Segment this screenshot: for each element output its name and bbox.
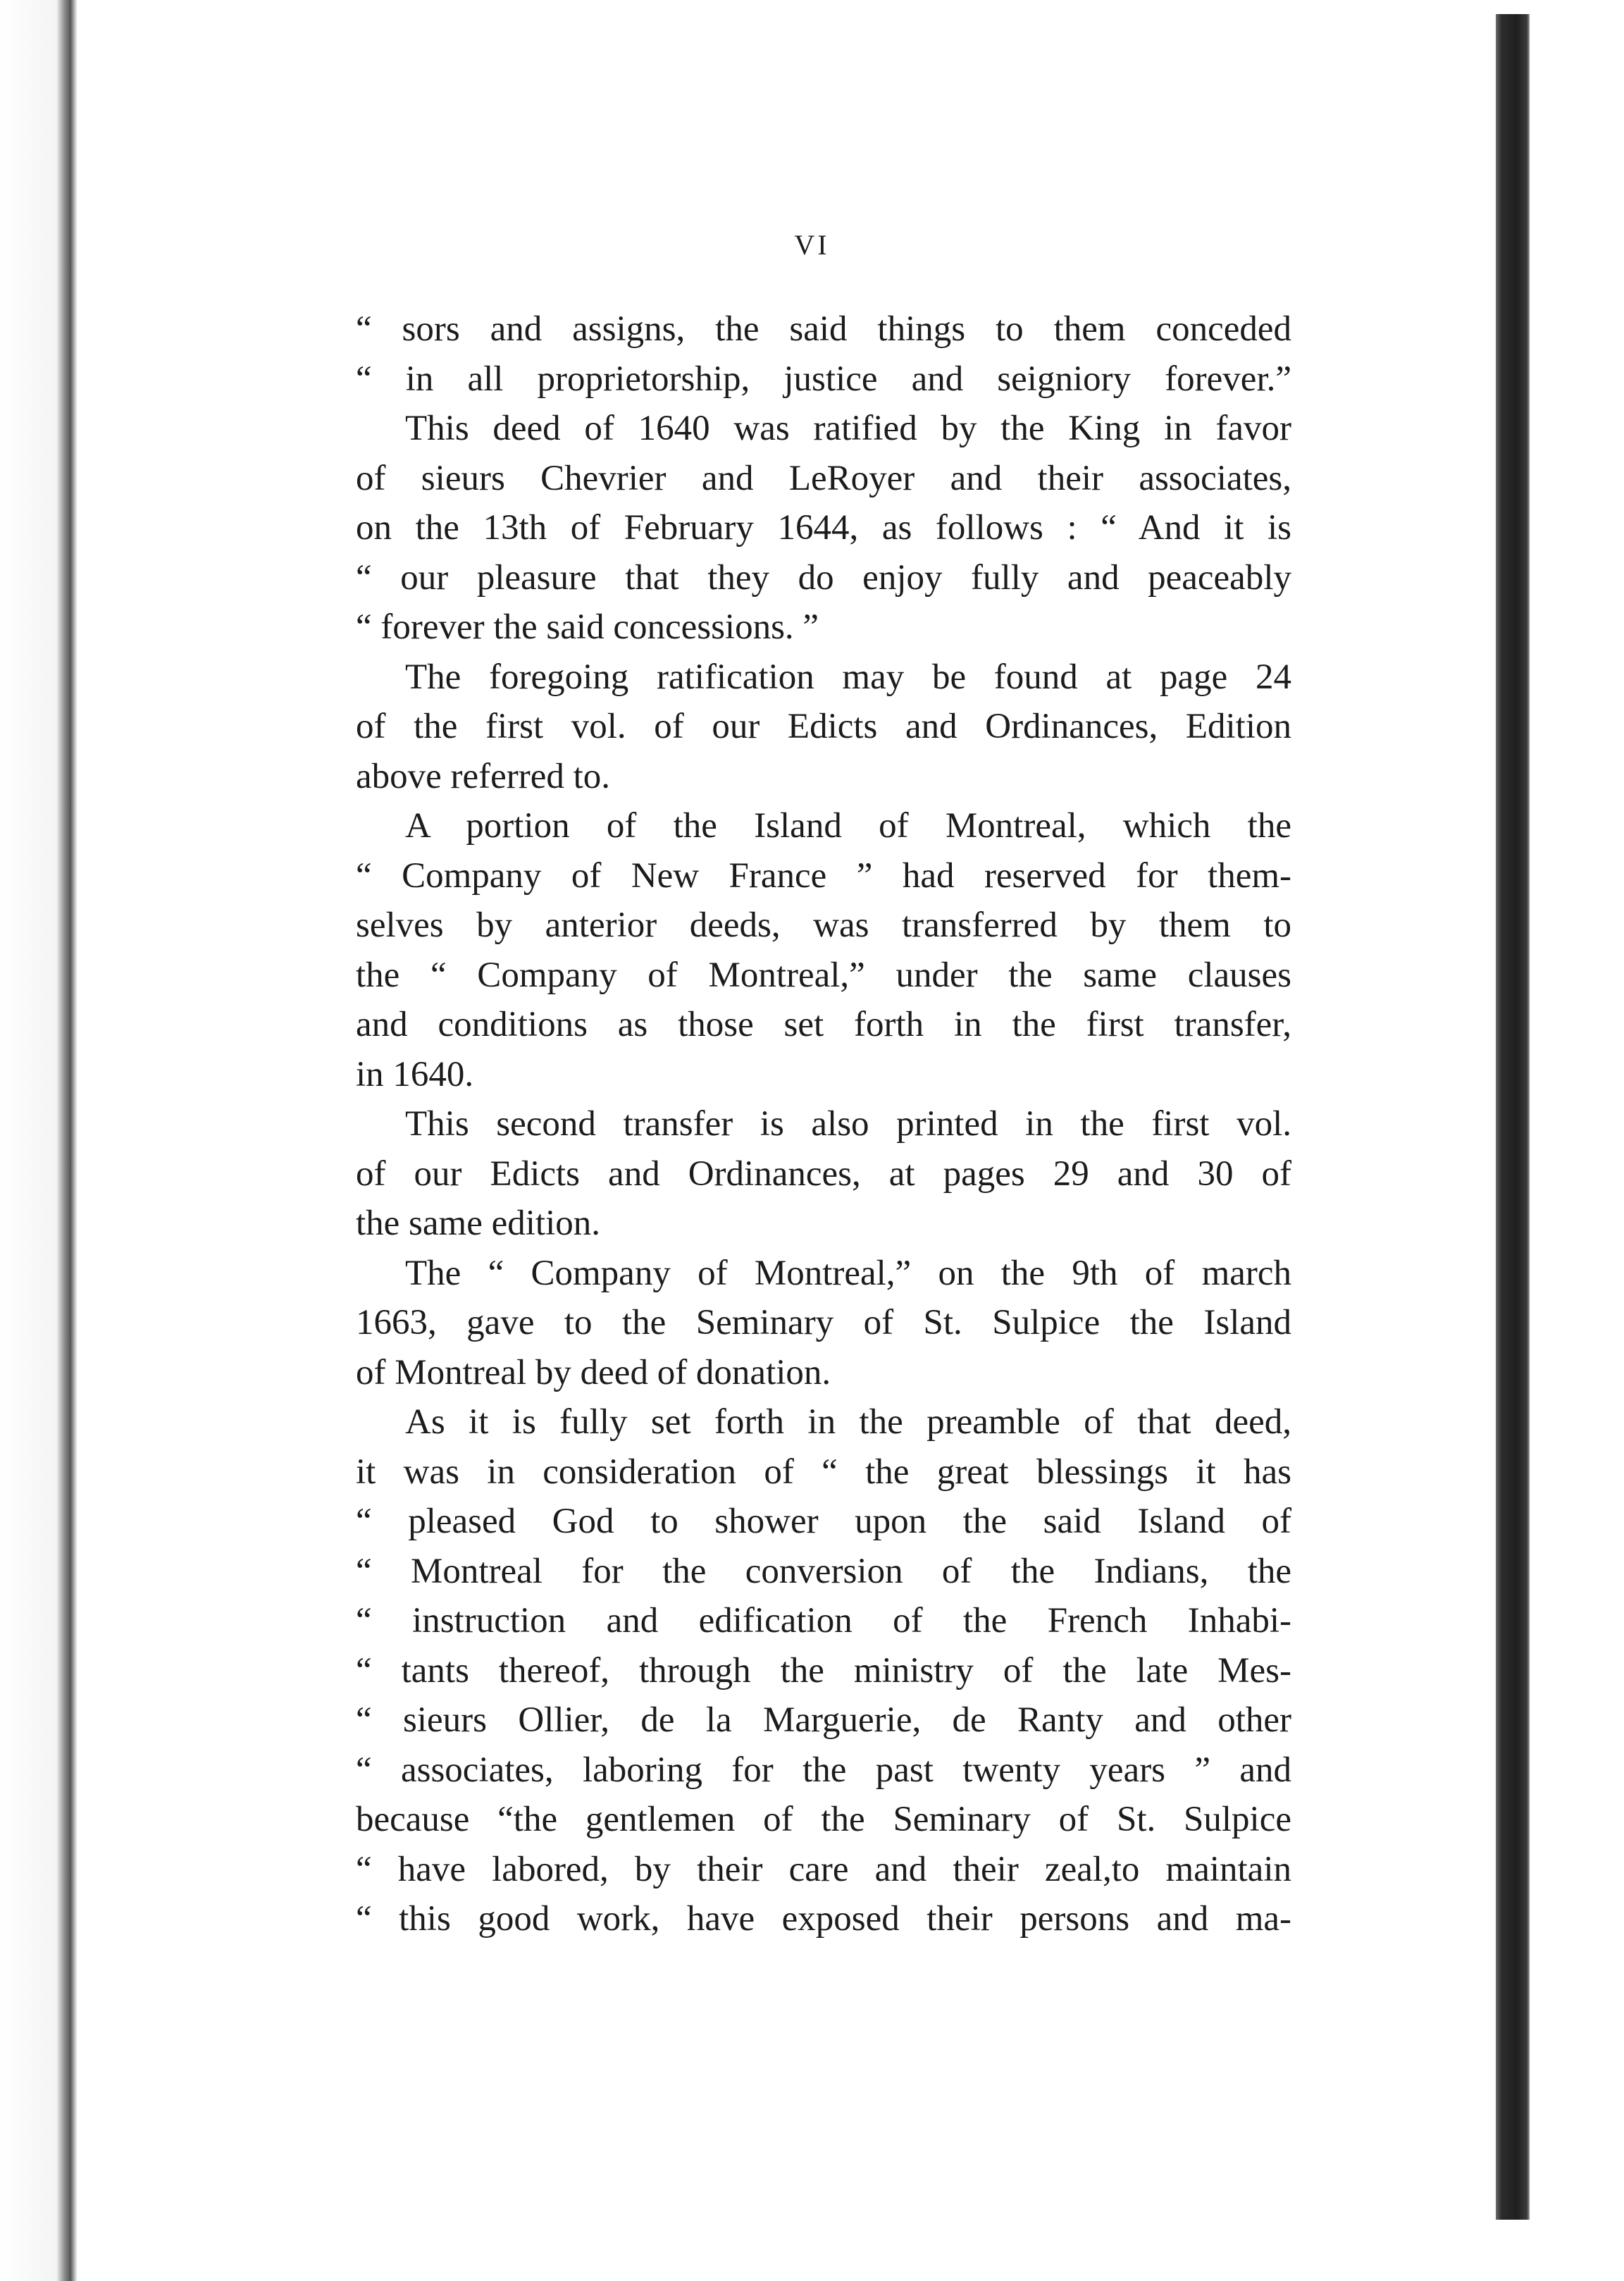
scan-left-edge: [0, 0, 78, 2281]
text-line: of our Edicts and Ordinances, at pages 29 and 30 of: [356, 1154, 1291, 1194]
text-line: “ sieurs Ollier, de la Marguerie, de Ranty and other: [356, 1700, 1291, 1740]
text-line: the “ Company of Montreal,” under the same clauses: [356, 955, 1291, 995]
text-line: “ Company of New France ” had reserved for them-: [356, 855, 1291, 896]
text-line: “ tants thereof, through the ministry of the late Mes-: [356, 1650, 1291, 1690]
text-line: “ instruction and edification of the French Inhabi-: [356, 1601, 1291, 1640]
scan-right-margin: [1530, 0, 1624, 2281]
text-line: above referred to.: [356, 756, 611, 796]
text-line: The foregoing ratification may be found at page 24: [405, 657, 1291, 697]
text-line: A portion of the Island of Montreal, which the: [405, 806, 1291, 846]
text-line: selves by anterior deeds, was transferred by them to: [356, 905, 1291, 945]
scan-right-binding-edge: [1496, 14, 1530, 2220]
text-line: of Montreal by deed of donation.: [356, 1352, 831, 1392]
text-line: in 1640.: [356, 1054, 474, 1094]
page-number: VI: [794, 229, 830, 261]
text-line: As it is fully set forth in the preamble of that deed,: [405, 1402, 1291, 1442]
text-line: The “ Company of Montreal,” on the 9th of march: [405, 1253, 1291, 1293]
text-line: of sieurs Chevrier and LeRoyer and their associates,: [356, 458, 1291, 498]
text-line: “ sors and assigns, the said things to them conceded: [356, 309, 1291, 349]
text-line: the same edition.: [356, 1204, 600, 1243]
text-line: This deed of 1640 was ratified by the King in favor: [405, 409, 1291, 448]
text-line: on the 13th of February 1644, as follows : “ And it is: [356, 508, 1291, 548]
text-line: “ forever the said concessions. ”: [356, 607, 819, 647]
text-line: of the first vol. of our Edicts and Ordinances, Edition: [356, 707, 1291, 746]
text-line: because “the gentlemen of the Seminary of St. Sulpice: [356, 1800, 1291, 1839]
body-text: [356, 304, 1291, 1944]
text-line: “ in all proprietorship, justice and seigniory forever.”: [356, 359, 1291, 399]
text-line: “ pleased God to shower upon the said Island of: [356, 1502, 1291, 1541]
text-line: “ this good work, have exposed their persons and ma-: [356, 1899, 1291, 1939]
text-line: 1663, gave to the Seminary of St. Sulpice the Island: [356, 1303, 1291, 1342]
text-line: “ have labored, by their care and their zeal,to maintain: [356, 1849, 1291, 1889]
text-line: “ Montreal for the conversion of the Indians, the: [356, 1551, 1291, 1591]
text-line: and conditions as those set forth in the first transfer,: [356, 1005, 1291, 1044]
text-line: This second transfer is also printed in the first vol.: [405, 1104, 1291, 1144]
text-line: “ our pleasure that they do enjoy fully and peaceably: [356, 557, 1291, 598]
text-line: it was in consideration of “ the great blessings it has: [356, 1452, 1291, 1492]
text-line: “ associates, laboring for the past twenty years ” and: [356, 1750, 1291, 1790]
